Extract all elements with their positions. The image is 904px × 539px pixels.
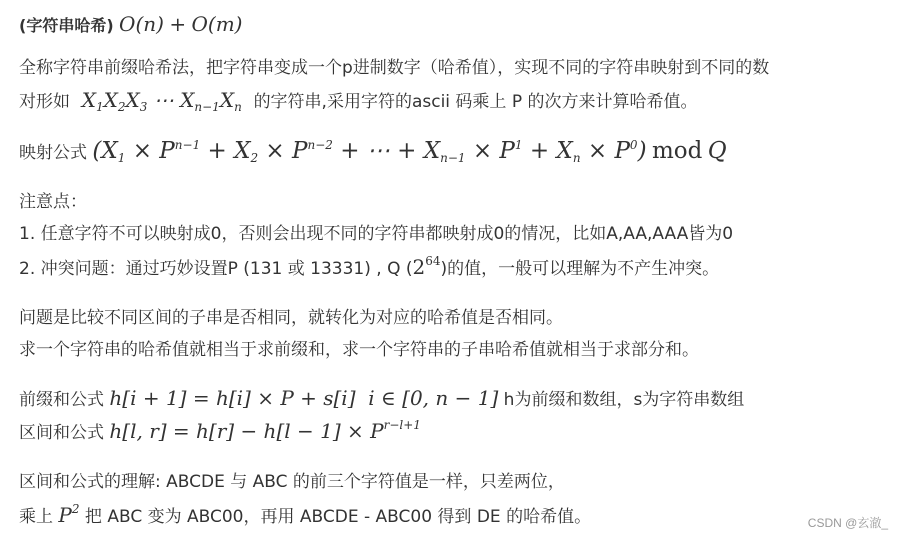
prefix-formula-label: 前缀和公式 [19, 390, 104, 410]
complexity-b: O(m) [191, 12, 243, 36]
prefix-sum-formula-line [19, 386, 744, 412]
q-value: $2^{64}$ [412, 254, 441, 279]
intro-suffix: 的字符串,采用字符的ascii 码乘上 P 的次方来计算哈希值。 [253, 92, 698, 112]
intro-line-1: 全称字符串前缀哈希法，把字符串变成一个p进制数字（哈希值），实现不同的字符串映射到不同的数 [19, 58, 770, 78]
problem-line-1: 问题是比较不同区间的子串是否相同，就转化为对应的哈希值是否相同。 [19, 308, 563, 328]
modulus-q: Q [707, 138, 727, 164]
prefix-sum-formula: h[i + 1] = h[i] × P + s[i] i ∈ [0, n − 1] [109, 386, 499, 410]
note-item-2-suffix: )的值，一般可以理解为不产生冲突。 [440, 259, 720, 279]
range-sum-formula: h[l, $r] = h[r] - h[l - 1] \times P^{r-l+1}$ [109, 418, 421, 443]
note-item-2-prefix: 2. 冲突问题：通过巧妙设置P (131 或 13331) , Q ( [19, 259, 413, 279]
section-heading [19, 12, 242, 38]
intro-line-2 [19, 88, 698, 114]
p-squared: $P^2$ [58, 502, 80, 527]
mapping-formula: ($X_1 \times P^{n-1} + X_2 \times P^{n-2}$ + ⋯ + $X_{n-1} \times P^1 + X_n \times P^0$) [92, 138, 647, 165]
problem-line-2: 求一个字符串的哈希值就相当于求前缀和，求一个字符串的子串哈希值就相当于求部分和。 [19, 340, 699, 360]
heading-label: (字符串哈希) [19, 16, 114, 35]
understanding-line-2 [19, 503, 591, 529]
range-sum-formula-line [19, 419, 421, 445]
complexity-a: O(n) [119, 12, 164, 36]
prefix-formula-note: h为前缀和数组，s为字符串数组 [503, 390, 745, 410]
intro-prefix: 对形如 [19, 92, 70, 112]
understanding-line-1: 区间和公式的理解: ABCDE 与 ABC 的前三个字符值是一样，只差两位， [19, 472, 565, 492]
mapping-formula-line [19, 139, 727, 165]
mapping-label: 映射公式 [19, 143, 87, 163]
csdn-watermark: CSDN @玄澈_ [807, 516, 888, 530]
understanding-prefix: 乘上 [19, 507, 53, 527]
note-item-1: 1. 任意字符不可以映射成0，否则会出现不同的字符串都映射成0的情况，比如A,AA,AAA皆为0 [19, 224, 734, 244]
mod-operator: mod [651, 138, 703, 164]
notes-title: 注意点： [19, 192, 87, 212]
note-item-2 [19, 255, 719, 281]
plus-sign: + [169, 12, 187, 36]
string-form-formula: $X_1X_2X_3$ ⋯ $X_{n-1}X_n$ [75, 88, 242, 114]
range-formula-label: 区间和公式 [19, 423, 104, 443]
understanding-suffix: 把 ABC 变为 ABC00，再用 ABCDE - ABC00 得到 DE 的哈希值。 [84, 507, 592, 527]
